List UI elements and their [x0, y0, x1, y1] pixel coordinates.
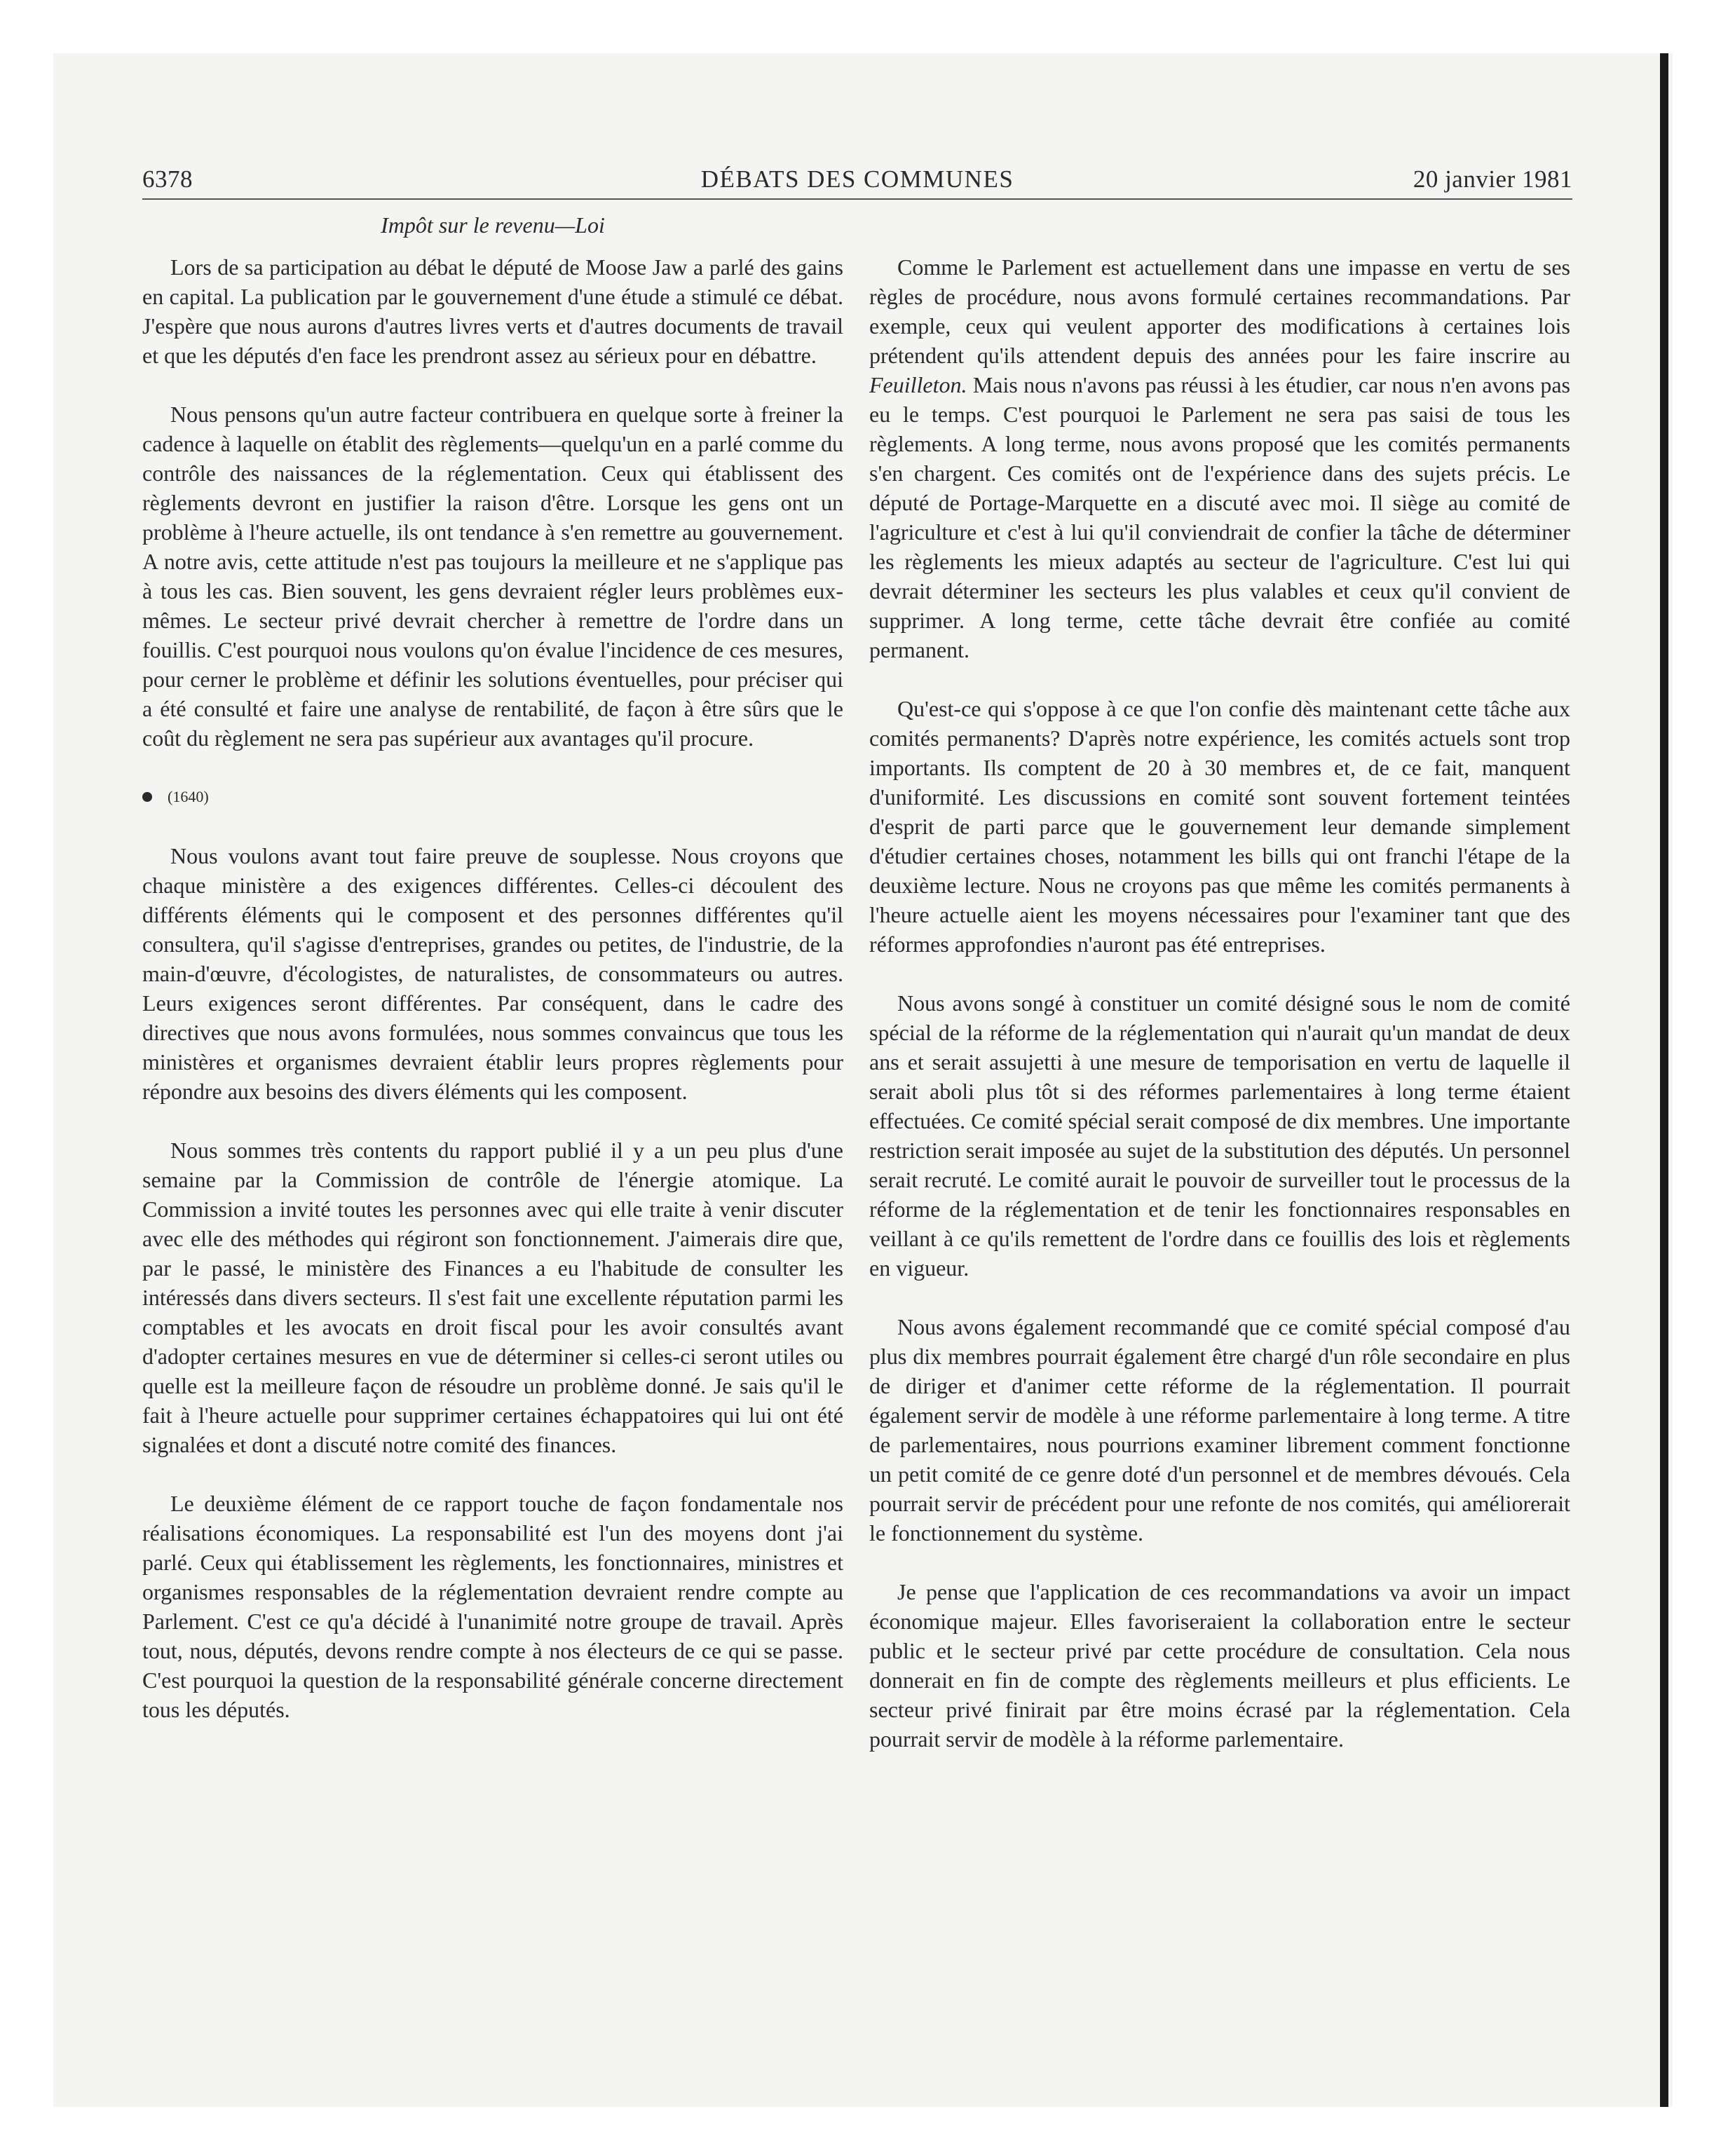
- bullet-dot-icon: [142, 792, 152, 802]
- paragraph: Nous avons également recommandé que ce comité spécial composé d'au plus dix membres pourrait également être chargé d'un rôle secondaire en plus de diriger et d'animer cette réforme de la réglementation. Il pourrait également servir de modèle à une réforme parlementaire à long terme. A titre de parlementaires, nous pourrions examiner librement comment fonctionne un petit comité de ce genre doté d'un personnel et de membres dévoués. Cela pourrait servir de précédent pour une refonte de nos comités, qui améliorerait le fonctionnement du système.: [869, 1314, 1570, 1546]
- paragraph: [869, 252, 1570, 664]
- page-date: 20 janvier 1981: [1413, 165, 1572, 193]
- page-number: 6378: [142, 165, 193, 193]
- feuilleton-italic: Feuilleton.: [869, 372, 967, 397]
- scan-edge-bar: [1660, 53, 1668, 2107]
- running-header: [142, 165, 1572, 199]
- time-marker-label: (1640): [168, 788, 209, 805]
- paragraph: Nous avons songé à constituer un comité désigné sous le nom de comité spécial de la réforme de la réglementation qui n'aurait qu'un mandat de deux ans et serait assujetti à une mesure de temporisation en vertu de laquelle il serait aboli plus tôt si des réformes parlementaires à long terme étaient effectuées. Ce comité spécial serait composé de dix membres. Une importante restriction serait imposée au sujet de la substitution des députés. Un personnel serait recruté. Le comité aurait le pouvoir de surveiller tout le processus de la réforme de la réglementation et de tenir les fonctionnaires responsables en veillant à ce qu'ils remettent de l'ordre dans ce fouillis des lois et règlements en vigueur.: [869, 990, 1570, 1281]
- time-marker: [142, 782, 843, 812]
- paragraph: Nous pensons qu'un autre facteur contribuera en quelque sorte à freiner la cadence à laquelle on établit des règlements—quelqu'un en a parlé comme du contrôle des naissances de la réglementation. Ceux qui établissent des règlements devront en justifier la raison d'être. Lorsque les gens ont un problème à l'heure actuelle, ils ont tendance à s'en remettre au gouvernement. A notre avis, cette attitude n'est pas toujours la meilleure et ne s'applique pas à tous les cas. Bien souvent, les gens devraient régler leurs problèmes eux-mêmes. Le secteur privé devrait chercher à remettre de l'ordre dans un fouillis. C'est pourquoi nous voulons qu'on évalue l'incidence de ces mesures, pour cerner le problème et définir les solutions éventuelles, pour préciser qui a été consulté et faire une analyse de rentabilité, de façon à être sûrs que le coût du règlement ne sera pas supérieur aux avantages qu'il procure.: [142, 402, 843, 751]
- header-rule: [142, 198, 1572, 200]
- paragraph: Je pense que l'application de ces recommandations va avoir un impact économique majeur. Elles favoriseraient la collaboration entre le secteur public et le secteur privé par cette procédure de consultation. Cela nous donnerait en fin de compte des règlements meilleurs et plus efficients. Le secteur privé finirait par être moins écrasé par la réglementation. Cela pourrait servir de modèle à la réforme parlementaire.: [869, 1579, 1570, 1752]
- left-column: [142, 210, 843, 1754]
- paragraph: Nous sommes très contents du rapport publié il y a un peu plus d'une semaine par la Commission de contrôle de l'énergie atomique. La Commission a invité toutes les personnes avec qui elle traite à venir discuter avec elle des méthodes qui régiront son fonctionnement. J'aimerais dire que, par le passé, le ministère des Finances a eu l'habitude de consulter les intéressés dans divers secteurs. Il s'est fait une excellente réputation parmi les comptables et les avocats en droit fiscal pour les avoir consultés avant d'adopter certaines mesures en vue de déterminer si celles-ci seront utiles ou quelle est la meilleure façon de résoudre un problème donné. Je sais qu'il le fait à l'heure actuelle pour supprimer certaines échappatoires qui lui ont été signalées et dont a discuté notre comité des finances.: [142, 1138, 843, 1457]
- paragraph: Qu'est-ce qui s'oppose à ce que l'on confie dès maintenant cette tâche aux comités permanents? D'après notre expérience, les comités actuels sont trop importants. Ils comptent de 20 à 30 membres et, de ce fait, manquent d'uniformité. Les discussions en comité sont souvent fortement teintées d'esprit de parti parce que le gouvernement leur demande simplement d'étudier certaines choses, notamment les bills qui ont franchi l'étape de la deuxième lecture. Nous ne croyons pas que même les comités permanents à l'heure actuelle aient les moyens nécessaires pour l'examiner tant que des réformes approfondies n'auront pas été entreprises.: [869, 696, 1570, 957]
- paragraph: Nous voulons avant tout faire preuve de souplesse. Nous croyons que chaque ministère a des exigences différentes. Celles-ci découlent des différents éléments qui le composent et des personnes différentes qu'il consultera, qu'il s'agisse d'entreprises, grandes ou petites, de l'industrie, de la main-d'œuvre, d'écologistes, de naturalistes, de consommateurs ou autres. Leurs exigences seront différentes. Par conséquent, dans le cadre des directives que nous avons formulées, nous sommes convaincus que tous les ministères et organismes devraient établir leurs propres règlements pour répondre aux besoins des divers éléments qui les composent.: [142, 843, 843, 1104]
- right-column: [869, 252, 1570, 1783]
- paragraph: Le deuxième élément de ce rapport touche de façon fondamentale nos réalisations économiques. La responsabilité est l'un des moyens dont j'ai parlé. Ceux qui établissement les règlements, les fonctionnaires, ministres et organismes responsables de la réglementation devraient rendre compte au Parlement. C'est ce qu'a décidé à l'unanimité notre groupe de travail. Après tout, nous, députés, devons rendre compte à nos électeurs de ce qui se passe. C'est pourquoi la question de la responsabilité générale concerne directement tous les députés.: [142, 1491, 843, 1722]
- section-subhead: Impôt sur le revenu—Loi: [381, 212, 605, 238]
- paragraph-text: Comme le Parlement est actuellement dans une impasse en vertu de ses règles de procédure, nous avons formulé certaines recommandations. Par exemple, ceux qui veulent apporter des modifications à certaines lois prétendent qu'ils attendent depuis des années pour les faire inscrire au: [869, 254, 1570, 368]
- publication-title: DÉBATS DES COMMUNES: [700, 165, 1014, 193]
- paragraph: Lors de sa participation au débat le député de Moose Jaw a parlé des gains en capital. La publication par le gouvernement d'une étude a stimulé ce débat. J'espère que nous aurons d'autres livres verts et d'autres documents de travail et que les députés d'en face les prendront assez au sérieux pour en débattre.: [142, 254, 843, 368]
- paragraph-text: Mais nous n'avons pas réussi à les étudier, car nous n'en avons pas eu le temps. C'est pourquoi le Parlement ne sera pas saisi de tous les règlements. A long terme, nous avons proposé que les comités permanents s'en chargent. Ces comités ont de l'expérience dans des sujets précis. Le député de Portage-Marquette en a discuté avec moi. Il siège au comité de l'agriculture et c'est à lui qu'il conviendrait de confier la tâche de déterminer les règlements les mieux adaptés au secteur de l'agriculture. C'est lui qui devrait déterminer les secteurs les plus valables et ceux qu'il convient de supprimer. A long terme, cette tâche devrait être confiée au comité permanent.: [869, 372, 1570, 662]
